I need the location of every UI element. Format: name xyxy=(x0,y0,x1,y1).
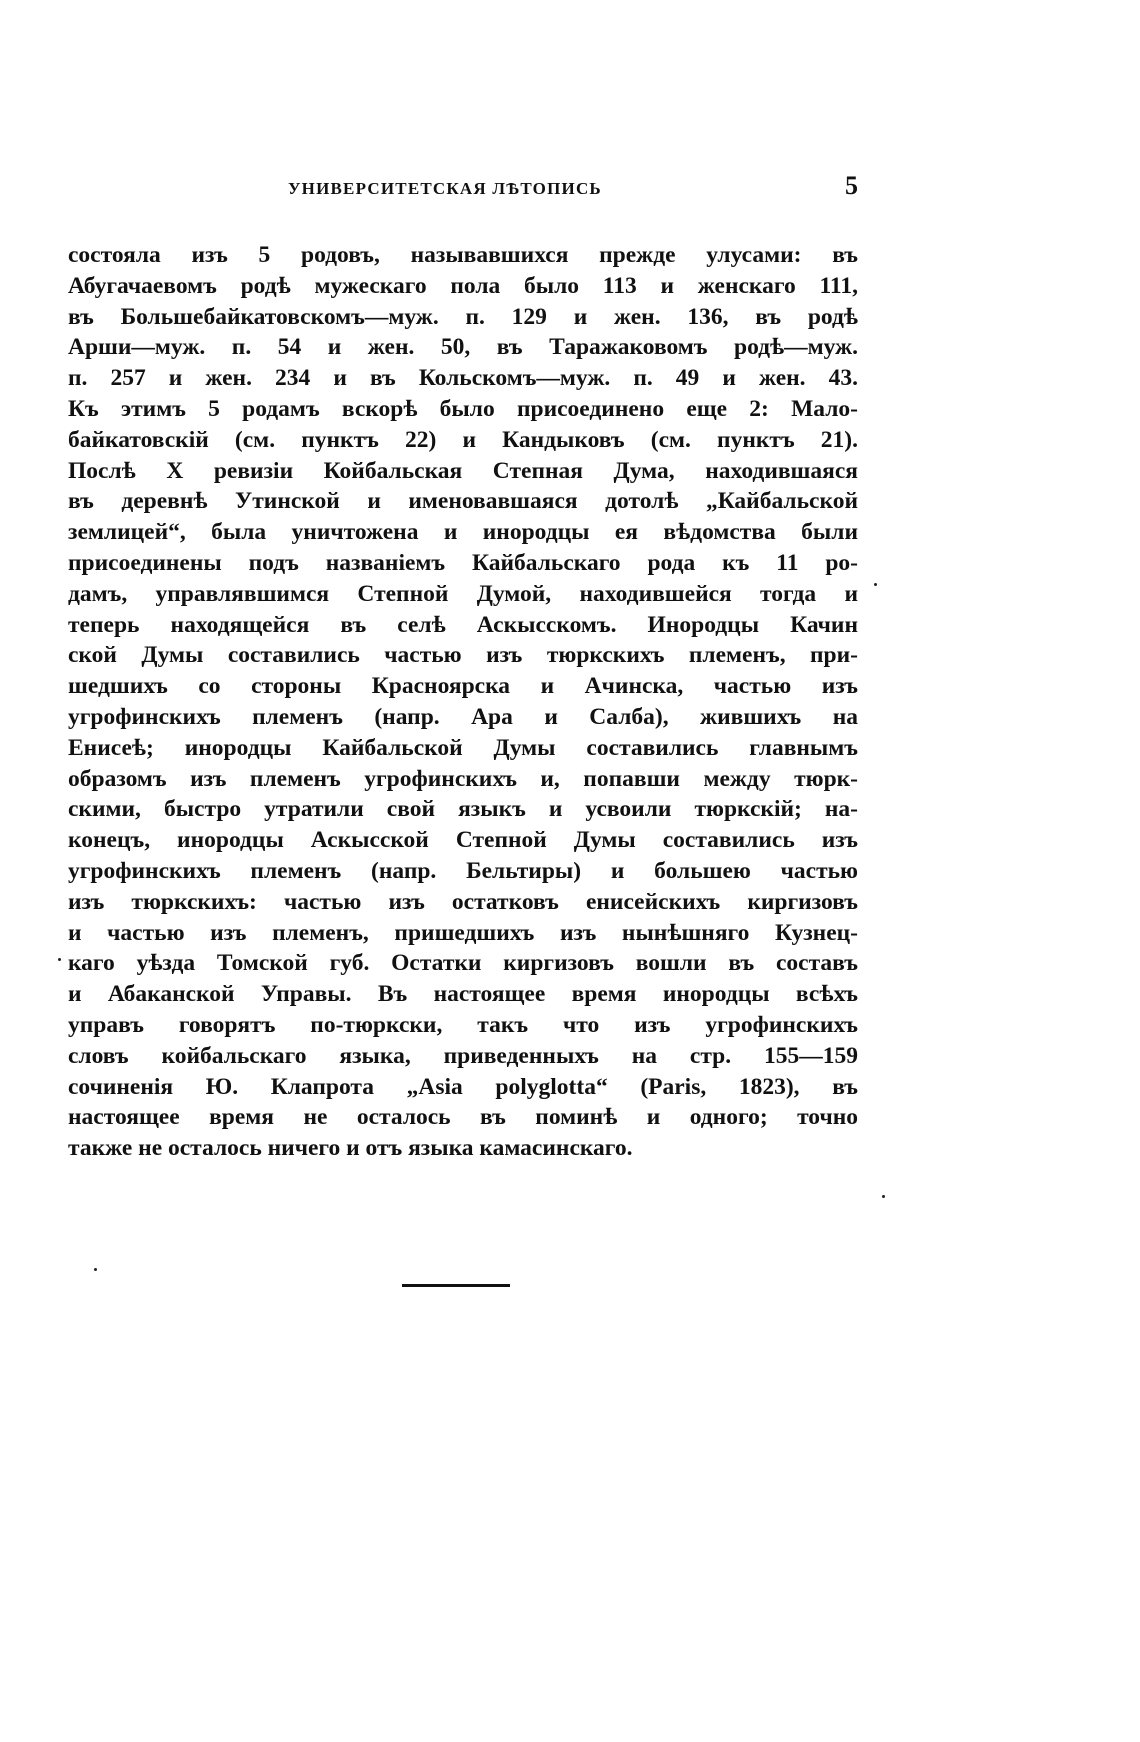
page-number: 5 xyxy=(845,171,858,200)
running-title: УНИВЕРСИТЕТСКАЯ ЛѢТОПИСЬ xyxy=(288,179,602,198)
text-line: шедшихъ со стороны Красноярска и Ачинска, частью изъ xyxy=(68,673,858,700)
text-line: состояла изъ 5 родовъ, называвшихся прежде улусами: въ xyxy=(68,242,858,268)
body-paragraph xyxy=(68,240,858,1164)
text-line: п. 257 и жен. 234 и въ Кольскомъ—муж. п. 49 и жен. 43. xyxy=(68,365,858,392)
page-header xyxy=(68,171,858,207)
text-line: словъ койбальскаго языка, приведенныхъ на стр. 155—159 xyxy=(68,1042,858,1069)
text-line: и частью изъ племенъ, пришедшихъ изъ нынѣшняго Кузнец- xyxy=(68,919,858,946)
text-line: настоящее время не осталось въ поминѣ и одного; точно xyxy=(68,1104,858,1131)
text-line: Къ этимъ 5 родамъ вскорѣ было присоединено еще 2: Мало- xyxy=(68,395,858,422)
text-line: дамъ, управлявшимся Степной Думой, находившейся тогда и xyxy=(68,580,858,607)
section-divider xyxy=(402,1284,510,1287)
text-line: землицей“, была уничтожена и инородцы ея вѣдомства были xyxy=(68,519,858,546)
text-line: Послѣ X ревизіи Койбальская Степная Дума, находившаяся xyxy=(68,457,858,484)
print-speck xyxy=(874,583,877,586)
text-line: въ Большебайкатовскомъ—муж. п. 129 и жен. 136, въ родѣ xyxy=(68,303,858,330)
text-line: теперь находящейся въ селѣ Аскысскомъ. Инородцы Качин xyxy=(68,611,858,638)
text-line: также не осталось ничего и отъ языка камасинскаго. xyxy=(68,1135,633,1162)
text-line: изъ тюркскихъ: частью изъ остатковъ енисейскихъ киргизовъ xyxy=(68,888,858,915)
print-speck xyxy=(58,958,61,961)
print-speck xyxy=(94,1268,97,1271)
text-line: Енисеѣ; инородцы Кайбальской Думы составились главнымъ xyxy=(68,734,858,761)
text-line: сочиненія Ю. Клапрота „Asia polyglotta“ (Paris, 1823), въ xyxy=(68,1073,858,1100)
text-line: байкатовскій (см. пунктъ 22) и Кандыковъ (см. пунктъ 21). xyxy=(68,426,858,453)
text-line: Абугачаевомъ родѣ мужескаго пола было 113 и женскаго 111, xyxy=(68,272,858,299)
print-speck xyxy=(882,1195,885,1198)
text-line: каго уѣзда Томской губ. Остатки киргизовъ вошли въ составъ xyxy=(68,950,858,977)
text-line: Арши—муж. п. 54 и жен. 50, въ Таражаковомъ родѣ—муж. xyxy=(68,334,858,361)
text-line: присоединены подъ названіемъ Кайбальскаго рода къ 11 ро- xyxy=(68,549,858,576)
text-line: скими, быстро утратили свой языкъ и усвоили тюркскій; на- xyxy=(68,796,858,823)
text-line: въ деревнѣ Утинской и именовавшаяся дотолѣ „Кайбальской xyxy=(68,488,858,515)
text-line: и Абаканской Управы. Въ настоящее время инородцы всѣхъ xyxy=(68,981,858,1008)
text-line: угрофинскихъ племенъ (напр. Бельтиры) и большею частью xyxy=(68,857,858,884)
text-line: управъ говорятъ по-тюркски, такъ что изъ угрофинскихъ xyxy=(68,1011,858,1038)
text-line: угрофинскихъ племенъ (напр. Ара и Салба), жившихъ на xyxy=(68,703,858,730)
text-line: ской Думы составились частью изъ тюркскихъ племенъ, при- xyxy=(68,642,858,669)
text-line: образомъ изъ племенъ угрофинскихъ и, попавши между тюрк- xyxy=(68,765,858,792)
text-line: конецъ, инородцы Аскысской Степной Думы составились изъ xyxy=(68,827,858,854)
